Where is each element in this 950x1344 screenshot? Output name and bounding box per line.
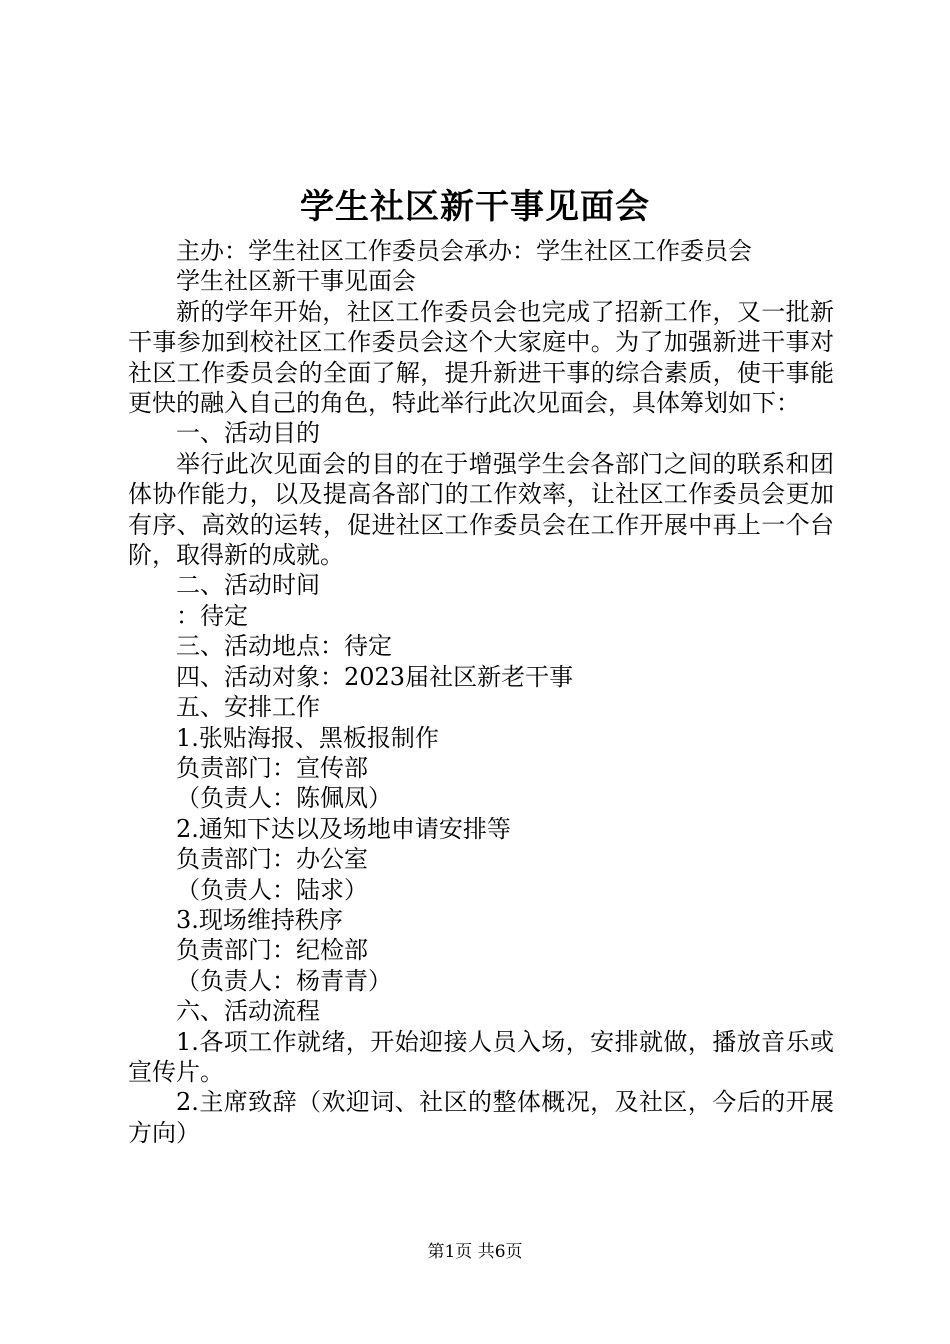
arrangement-item-1: 1.张贴海报、黑板报制作: [176, 723, 439, 752]
paragraph-event-name: 学生社区新干事见面会: [176, 267, 416, 296]
arrangement-item-2-department: 负责部门：办公室: [176, 845, 368, 874]
paragraph-introduction: 新的学年开始，社区工作委员会也完成了招新工作，又一批新干事参加到校社区工作委员会这个大家庭中。为了加强新进干事对社区工作委员会的全面了解，提升新进干事的综合素质，使干事能更快的融入自己的角色，特此举行此次见面会，具体筹划如下：: [128, 297, 834, 418]
heading-time: 二、活动时间: [176, 571, 320, 600]
arrangement-item-1-department: 负责部门：宣传部: [176, 753, 368, 782]
paragraph-purpose: 举行此次见面会的目的在于增强学生会各部门之间的联系和团体协作能力，以及提高各部门的工作效率，让社区工作委员会更加有序、高效的运转，促进社区工作委员会在工作开展中再上一个台阶，取得新的成就。: [128, 449, 834, 570]
heading-purpose: 一、活动目的: [176, 419, 320, 448]
arrangement-item-3: 3.现场维持秩序: [176, 905, 343, 934]
document-body: [128, 236, 834, 1148]
paragraph-audience: 四、活动对象：2023届社区新老干事: [176, 662, 574, 691]
arrangement-item-3-person: （负责人：杨青青）: [176, 966, 392, 995]
paragraph-location: 三、活动地点：待定: [176, 632, 392, 661]
heading-arrangement: 五、安排工作: [176, 693, 320, 722]
process-step-2: 2.主席致辞（欢迎词、社区的整体概况，及社区，今后的开展方向）: [128, 1088, 834, 1147]
page-number-footer: 第1页 共6页: [427, 1242, 523, 1262]
heading-process: 六、活动流程: [176, 997, 320, 1026]
arrangement-item-1-person: （负责人：陈佩凤）: [176, 784, 392, 813]
arrangement-item-3-department: 负责部门：纪检部: [176, 936, 368, 965]
paragraph-time: ：待定: [176, 601, 248, 630]
arrangement-item-2: 2.通知下达以及场地申请安排等: [176, 814, 511, 843]
document-title: 学生社区新干事见面会: [300, 187, 650, 227]
arrangement-item-2-person: （负责人：陆求）: [176, 875, 368, 904]
process-step-1: 1.各项工作就绪，开始迎接人员入场，安排就做，播放音乐或宣传片。: [128, 1027, 834, 1086]
paragraph-organizers: 主办：学生社区工作委员会承办：学生社区工作委员会: [176, 237, 752, 265]
